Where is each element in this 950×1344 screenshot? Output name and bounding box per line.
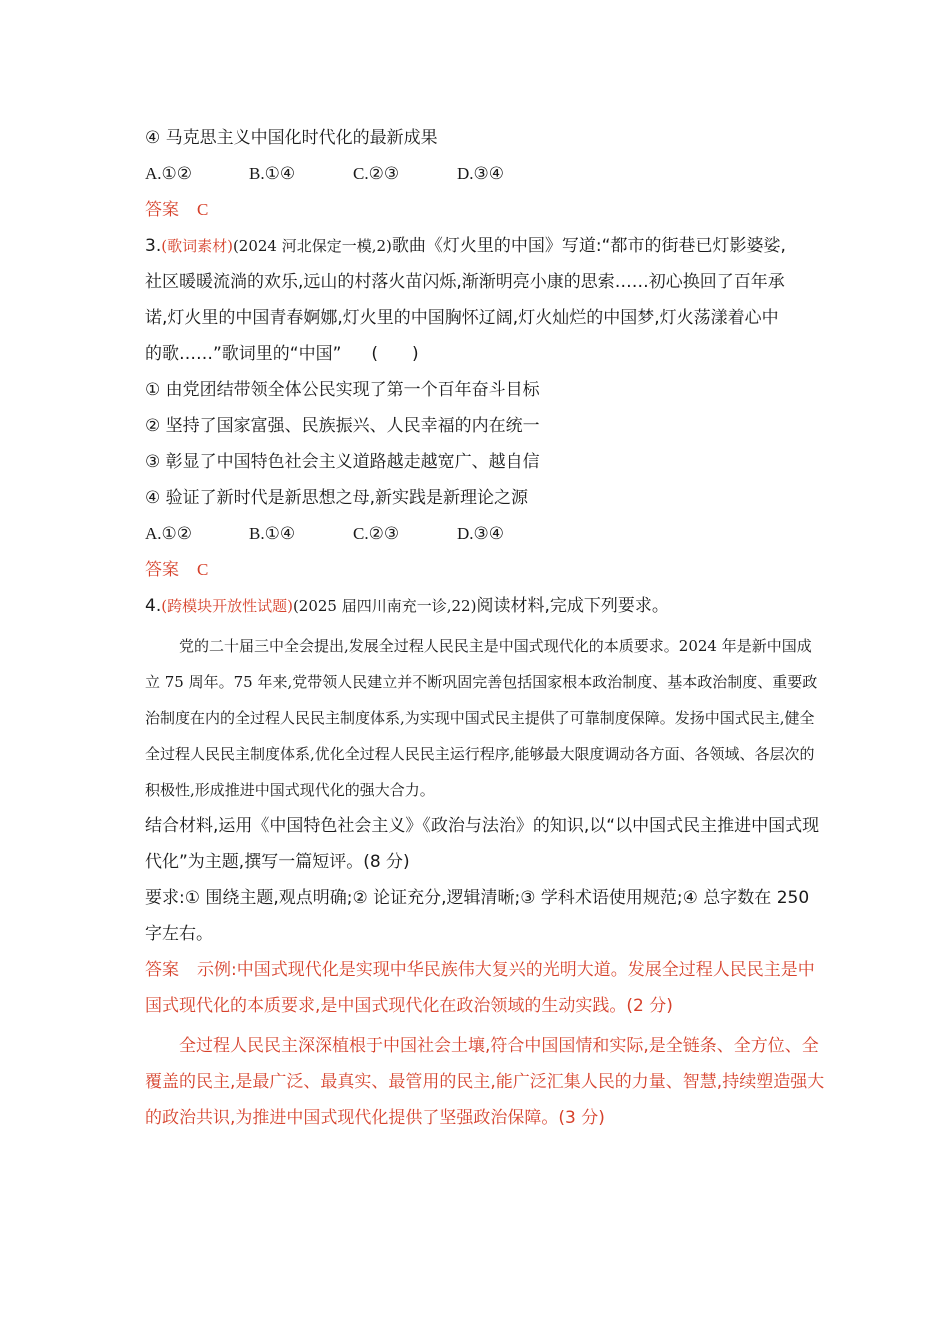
q3-option-a: A.①② [145, 524, 193, 543]
q3-item-3: ③ 彰显了中国特色社会主义道路越走越宽广、越自信 [145, 452, 540, 472]
document-page [145, 120, 825, 1136]
q2-answer-label: 答案 [145, 200, 179, 220]
q4-tag: (跨模块开放性试题) [161, 597, 293, 615]
q3-stem-line-4 [145, 336, 825, 372]
q2-answer-value: C [197, 200, 209, 219]
q4-answer-label: 答案 [145, 960, 179, 980]
q3-option-c: C.②③ [353, 524, 400, 543]
q2-options [145, 156, 825, 192]
q4-number: 4. [145, 596, 162, 616]
q3-option-d: D.③④ [457, 524, 505, 543]
q2-item-4: ④ 马克思主义中国化时代化的最新成果 [145, 128, 438, 148]
q4-source: (2025 届四川南充一诊,22) [292, 597, 477, 615]
q4-answer-para-2: 全过程人民民主深深植根于中国社会土壤,符合中国国情和实际,是全链条、全方位、全覆盖的民主,是最广泛、最真实、最管用的民主,能广泛汇集人民的力量、智慧,持续塑造强大的政治共识,为推进中国式现代化提供了坚强政治保障。(3 分) [145, 1036, 825, 1128]
q4-instruction: 阅读材料,完成下列要求。 [476, 596, 669, 616]
q3-item-4: ④ 验证了新时代是新思想之母,新实践是新理论之源 [145, 488, 529, 508]
q3-tag: (歌词素材) [161, 237, 233, 255]
q3-stem-line-2: 社区暖暖流淌的欢乐,远山的村落火苗闪烁,渐渐明亮小康的思索……初心换回了百年承 [145, 272, 785, 292]
q3-stem-line-1 [145, 228, 825, 264]
q3-number: 3. [145, 236, 162, 256]
q3-answer [145, 552, 825, 588]
q3-item-1: ① 由党团结带领全体公民实现了第一个百年奋斗目标 [145, 380, 540, 400]
q4-task: 结合材料,运用《中国特色社会主义》《政治与法治》的知识,以“以中国式民主推进中国式现代化”为主题,撰写一篇短评。(8 分) [145, 816, 820, 872]
q3-option-b: B.①④ [249, 524, 296, 543]
q3-answer-label: 答案 [145, 560, 179, 580]
q3-item-2: ② 坚持了国家富强、民族振兴、人民幸福的内在统一 [145, 416, 540, 436]
q3-stem-line-3: 诺,灯火里的中国青春婀娜,灯火里的中国胸怀辽阔,灯火灿烂的中国梦,灯火荡漾着心中 [145, 308, 779, 328]
q2-option-a: A.①② [145, 164, 193, 183]
q2-option-c: C.②③ [353, 164, 400, 183]
q2-answer [145, 192, 825, 228]
q2-option-d: D.③④ [457, 164, 505, 183]
q4-answer-para-1 [145, 952, 825, 1024]
q3-stem-text-1: 歌曲《灯火里的中国》写道:“都市的街巷已灯影婆娑, [391, 236, 786, 256]
q3-answer-paren: ( ) [371, 344, 419, 364]
q4-answer [145, 952, 825, 1136]
q3-answer-value: C [197, 560, 209, 579]
q4-answer-text-1: 示例:中国式现代化是实现中华民族伟大复兴的光明大道。发展全过程人民民主是中国式现代化的本质要求,是中国式现代化在政治领域的生动实践。(2 分) [145, 960, 815, 1016]
q4-material: 党的二十届三中全会提出,发展全过程人民民主是中国式现代化的本质要求。2024 年是新中国成立 75 周年。75 年来,党带领人民建立并不断巩固完善包括国家根本政治制度、基本政治制度、重要政治制度在内的全过程人民民主制度体系,为实现中国式民主提供了可靠制度保障。发扬中国式民主,健全全过程人民民主制度体系,优化全过程人民民主运行程序,能够最大限度调动各方面、各领域、各层次的积极性,形成推进中国式现代化的强大合力。 [145, 637, 818, 799]
q4-requirements: 要求:① 围绕主题,观点明确;② 论证充分,逻辑清晰;③ 学科术语使用规范;④ 总字数在 250 字左右。 [145, 888, 810, 944]
q3-stem-text-4: 的歌……”歌词里的“中国” [145, 344, 342, 364]
q2-option-b: B.①④ [249, 164, 296, 183]
q4-stem [145, 588, 825, 624]
q3-source: (2024 河北保定一模,2) [232, 237, 392, 255]
q3-options [145, 516, 825, 552]
